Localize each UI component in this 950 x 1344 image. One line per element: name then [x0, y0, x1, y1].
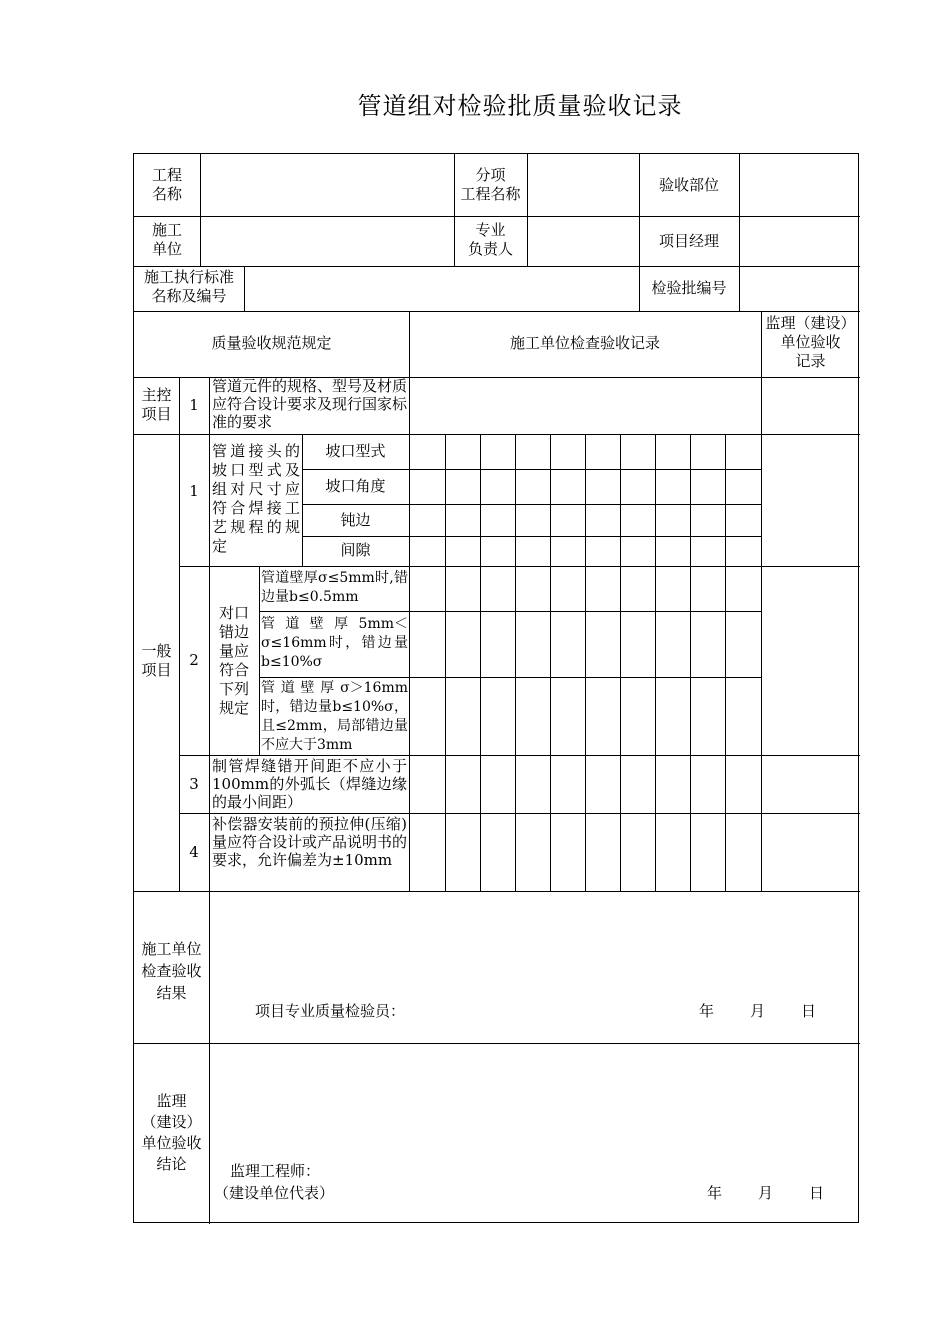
- grid-col: [515, 434, 516, 891]
- row-divider: [134, 266, 860, 267]
- item-number: 2: [189, 651, 199, 669]
- row-divider: [134, 311, 860, 312]
- specialist-label: 专业 负责人: [467, 221, 513, 258]
- item-number: 1: [189, 396, 199, 414]
- row-divider: [179, 755, 860, 756]
- project-manager-label: 项目经理: [658, 232, 719, 250]
- item-number: 4: [189, 843, 199, 861]
- row-divider: [179, 566, 860, 567]
- project-name-label: 工程 名称: [151, 166, 182, 203]
- col-divider: [200, 154, 201, 266]
- main-control-label: 主控 项目: [141, 386, 172, 423]
- grid-col: [585, 434, 586, 891]
- page-title: 管道组对检验批质量验收记录: [357, 92, 683, 120]
- acceptance-part-label: 验收部位: [658, 176, 719, 194]
- contractor-result-label: 施工单位 检查验收 结果: [141, 940, 202, 1002]
- main-control-item-text: 管道元件的规格、型号及材质应符合设计要求及现行国家标准的要求: [212, 377, 408, 431]
- row-divider: [134, 891, 860, 892]
- general-item3-text: 制管焊缝错开间距不应小于100mm的外弧长（焊缝边缘的最小间距）: [212, 757, 407, 811]
- col-divider: [739, 154, 740, 311]
- supervisor-record-header: 监理（建设） 单位验收 记录: [765, 314, 856, 370]
- row-divider: [134, 1043, 860, 1044]
- date-year: 年: [707, 1184, 723, 1202]
- spec-column-header: 质量验收规范规定: [211, 334, 332, 352]
- sub-project-label: 分项 工程名称: [460, 166, 521, 203]
- acceptance-record-table: [133, 153, 859, 1223]
- row-divider: [302, 469, 761, 470]
- col-divider: [527, 154, 528, 266]
- bevel-type-label: 坡口型式: [325, 442, 386, 460]
- item-number: 3: [189, 775, 199, 793]
- date-day: 日: [809, 1184, 825, 1202]
- supervising-engineer-label: 监理工程师：: [230, 1162, 321, 1180]
- batch-no-label: 检验批编号: [651, 279, 727, 297]
- date-month: 月: [750, 1002, 766, 1020]
- date-day: 日: [801, 1002, 817, 1020]
- quality-inspector-label: 项目专业质量检验员：: [255, 1002, 406, 1020]
- misalignment-rule-3: 管道壁厚σ＞16mm时，错边量b≤10%σ，且≤2mm，局部错边量不应大于3mm: [261, 680, 408, 753]
- owner-representative-label: （建设单位代表）: [214, 1184, 335, 1202]
- general-item4-text: 补偿器安装前的预拉伸(压缩)量应符合设计或产品说明书的要求，允许偏差为±10mm: [212, 815, 408, 869]
- grid-col: [550, 434, 551, 891]
- row-divider: [134, 434, 860, 435]
- misalignment-rule-1: 管道壁厚σ≤5mm时,错边量b≤0.5mm: [261, 570, 408, 605]
- row-divider: [302, 504, 761, 505]
- col-divider: [259, 566, 260, 755]
- col-divider: [209, 891, 210, 1224]
- col-divider: [179, 377, 180, 891]
- date-year: 年: [699, 1002, 715, 1020]
- row-divider: [179, 813, 860, 814]
- row-divider: [134, 216, 860, 217]
- general-item1-text: 管道接头的坡口型式及组对尺寸应符合焊接工艺规程的规定: [212, 442, 300, 555]
- general-item2-text: 对口 错边 量应 符合 下列 规定: [218, 604, 249, 717]
- root-face-label: 钝边: [340, 511, 371, 529]
- col-divider: [244, 266, 245, 311]
- row-divider: [302, 536, 761, 537]
- bevel-angle-label: 坡口角度: [325, 477, 386, 495]
- col-divider: [761, 311, 762, 891]
- contractor-record-header: 施工单位检查验收记录: [509, 334, 660, 352]
- misalignment-rule-2: 管道壁厚5mm＜σ≤16mm时，错边量b≤10%σ: [261, 616, 408, 670]
- date-month: 月: [758, 1184, 774, 1202]
- grid-col: [725, 434, 726, 891]
- grid-col: [620, 434, 621, 891]
- grid-col: [690, 434, 691, 891]
- gap-label: 间隙: [340, 541, 371, 559]
- general-items-label: 一般 项目: [141, 642, 172, 679]
- grid-col: [445, 434, 446, 891]
- grid-col: [480, 434, 481, 891]
- supervisor-conclusion-label: 监理 （建设） 单位验收 结论: [141, 1092, 202, 1173]
- item-number: 1: [189, 482, 199, 500]
- row-divider: [259, 677, 761, 678]
- col-divider: [409, 311, 410, 891]
- standard-label: 施工执行标准 名称及编号: [143, 268, 234, 305]
- row-divider: [259, 611, 761, 612]
- constructor-label: 施工 单位: [151, 221, 182, 258]
- grid-col: [655, 434, 656, 891]
